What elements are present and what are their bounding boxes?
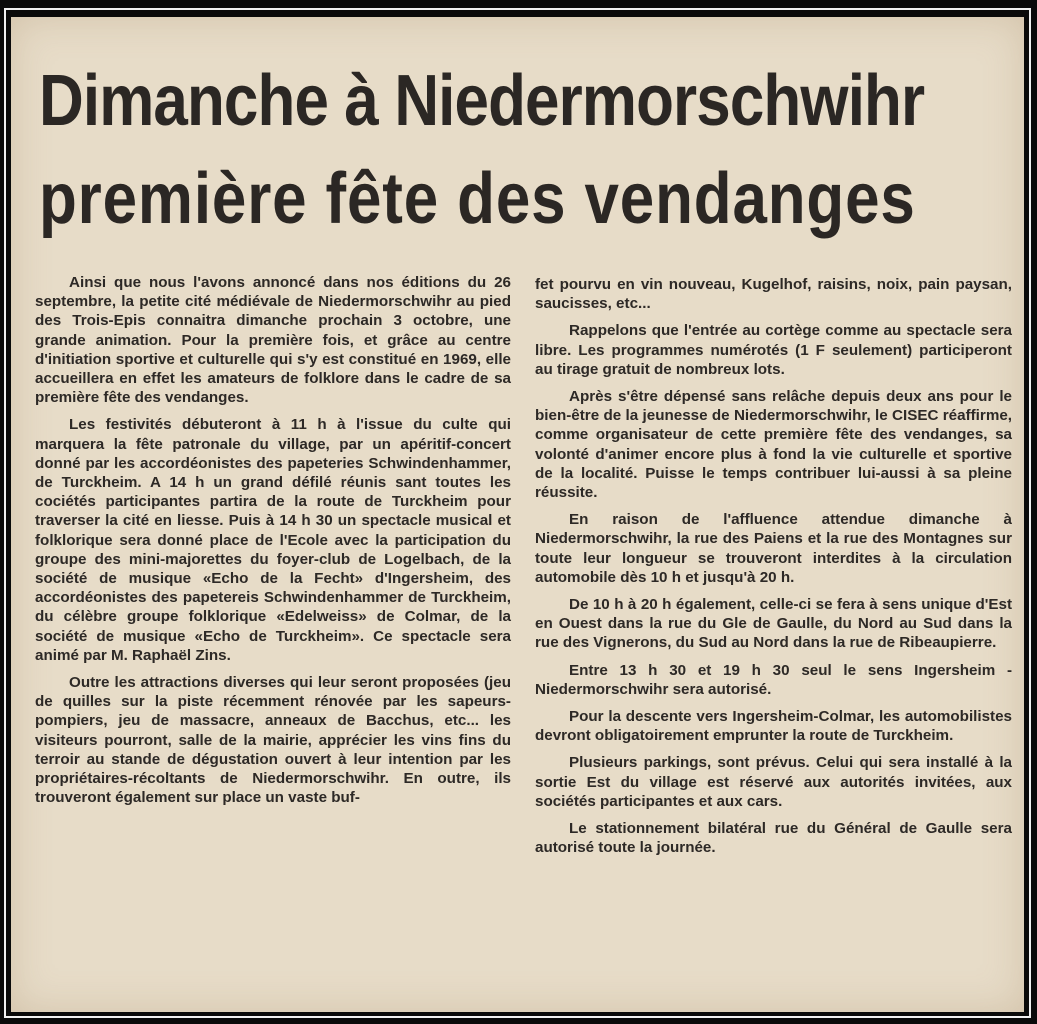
headline-line-1: Dimanche à Niedermorschwihr — [39, 61, 925, 141]
newspaper-clipping — [11, 17, 1024, 1012]
headline-line-2: première fête des vendanges — [39, 159, 916, 239]
headline — [39, 53, 925, 249]
paragraph: Le stationnement bilatéral rue du Général de Gaulle sera autorisé toute la journée. — [535, 820, 1012, 857]
paragraph: Plusieurs parkings, sont prévus. Celui qui sera installé à la sortie Est du village est réservé aux autorités invitées, aux sociétés participantes et aux cars. — [535, 754, 1012, 810]
paragraph: Après s'être dépensé sans relâche depuis deux ans pour le bien-être de la jeunesse de Niedermorschwihr, le CISEC réaffirme, comme organisateur de cette première fête des vendanges, sa volonté d'animer encore plus à fond la vie culturelle et sportive de la localité. Puisse le temps contribuer lui-aussi à sa pleine réussite. — [535, 388, 1012, 502]
paragraph: Entre 13 h 30 et 19 h 30 seul le sens Ingersheim - Niedermorschwihr sera autorisé. — [535, 661, 1012, 698]
paragraph: En raison de l'affluence attendue dimanche à Niedermorschwihr, la rue des Paiens et la rue des Montagnes sur toute leur longueur se trouveront interdites à la circulation automobile dès 10 h et jusqu'à 20 h. — [535, 511, 1012, 586]
paragraph: Pour la descente vers Ingersheim-Colmar, les automobilistes devront obligatoirement emprunter la route de Turckheim. — [535, 708, 1012, 745]
paragraph-continuation: fet pourvu en vin nouveau, Kugelhof, raisins, noix, pain paysan, saucisses, etc... — [535, 276, 1012, 313]
paragraph: Rappelons que l'entrée au cortège comme au spectacle sera libre. Les programmes numérotés (1 F seulement) participeront au tirage gratuit de nombreux lots. — [535, 322, 1012, 378]
article-column-left — [35, 273, 511, 815]
article-column-right — [535, 275, 1012, 865]
paragraph: Les festivités débuteront à 11 h à l'issue du culte qui marquera la fête patronale du village, par un apéritif-concert donné par les accordéonistes des papeteries Schwindenhammer, de Turckheim. A 14 h un grand défilé réunis sant toutes les cociétés participantes partira de la route de Turckheim pour traverser la cité en liesse. Puis à 14 h 30 un spectacle musical et folklorique sera donné place de l'Ecole avec la participation du groupe des mini-majorettes du foyer-club de Logelbach, de la société de musique «Echo de la Fecht» d'Ingersheim, des accordéonistes des papetereis Schwindenhammer de Turckheim, du célèbre groupe folklorique «Edelweiss» de Colmar, de la société de musique «Echo de Turckheim». Ce spectacle sera animé par M. Raphaël Zins. — [35, 416, 511, 664]
paragraph: Outre les attractions diverses qui leur seront proposées (jeu de quilles sur la piste récemment rénovée par les sapeurs-pompiers, jeu de massacre, anneaux de Bacchus, etc... les visiteurs pourront, salle de la mairie, apprécier les vins fins du terroir au stande de dégustation ouvert à leur intention par les propriétaires-récoltants de Niedermorschwihr. En outre, ils trouveront également sur place un vaste buf- — [35, 674, 511, 807]
paragraph: Ainsi que nous l'avons annoncé dans nos éditions du 26 septembre, la petite cité médiévale de Niedermorschwihr au pied des Trois-Epis connaitra dimanche prochain 3 octobre, une grande animation. Pour la première fois, et grâce au centre d'initiation sportive et culturelle qui s'y est constitué en 1969, elle accueillera en effet les amateurs de folklore dans le cadre de sa première fête des vendanges. — [35, 274, 511, 407]
paragraph: De 10 h à 20 h également, celle-ci se fera à sens unique d'Est en Ouest dans la rue du Gle de Gaulle, du Nord au Sud dans la rue des Vignerons, du Sud au Nord dans la rue de Ribeaupierre. — [535, 596, 1012, 652]
